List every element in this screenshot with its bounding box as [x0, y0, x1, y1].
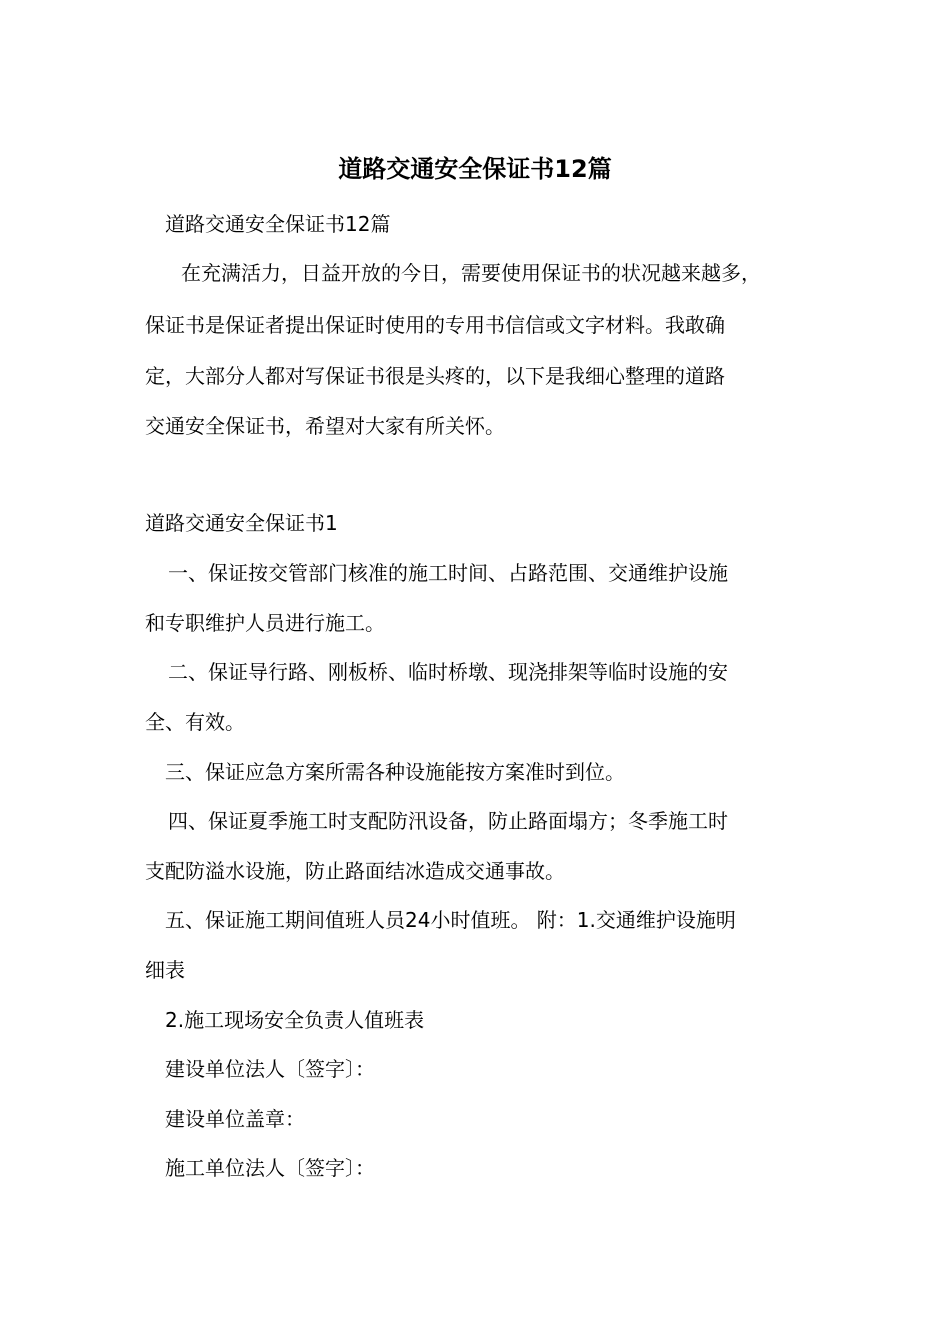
- item-line-2: 和专职维护人员进行施工。: [145, 611, 385, 635]
- item-line-1: 一、保证按交管部门核准的施工时间、占路范围、交通维护设施: [168, 561, 728, 585]
- document-subtitle: 道路交通安全保证书12篇: [165, 212, 391, 236]
- intro-line-4: 交通安全保证书，希望对大家有所关怀。: [145, 414, 505, 438]
- item-line-6: 四、保证夏季施工时支配防汛设备，防止路面塌方；冬季施工时: [168, 809, 728, 833]
- document-title: 道路交通安全保证书12篇: [338, 155, 612, 183]
- item-line-3: 二、保证导行路、刚板桥、临时桥墩、现浇排架等临时设施的安: [168, 660, 728, 684]
- item-line-9: 细表: [145, 958, 185, 982]
- item-line-5: 三、保证应急方案所需各种设施能按方案准时到位。: [165, 760, 625, 784]
- item-line-4: 全、有效。: [145, 710, 245, 734]
- signature-line-1: 建设单位法人〔签字〕：: [165, 1057, 375, 1081]
- signature-line-2: 建设单位盖章：: [165, 1107, 305, 1131]
- item-line-7: 支配防溢水设施，防止路面结冰造成交通事故。: [145, 859, 565, 883]
- item-line-10: 2.施工现场安全负责人值班表: [165, 1008, 425, 1032]
- intro-line-2: 保证书是保证者提出保证时使用的专用书信信或文字材料。我敢确: [145, 313, 725, 337]
- signature-line-3: 施工单位法人〔签字〕：: [165, 1156, 375, 1180]
- section-heading: 道路交通安全保证书1: [145, 511, 338, 535]
- intro-line-3: 定，大部分人都对写保证书很是头疼的，以下是我细心整理的道路: [145, 364, 725, 388]
- item-line-8: 五、保证施工期间值班人员24小时值班。 附：1.交通维护设施明: [165, 908, 736, 932]
- intro-line-1: 在充满活力，日益开放的今日，需要使用保证书的状况越来越多，: [181, 261, 761, 285]
